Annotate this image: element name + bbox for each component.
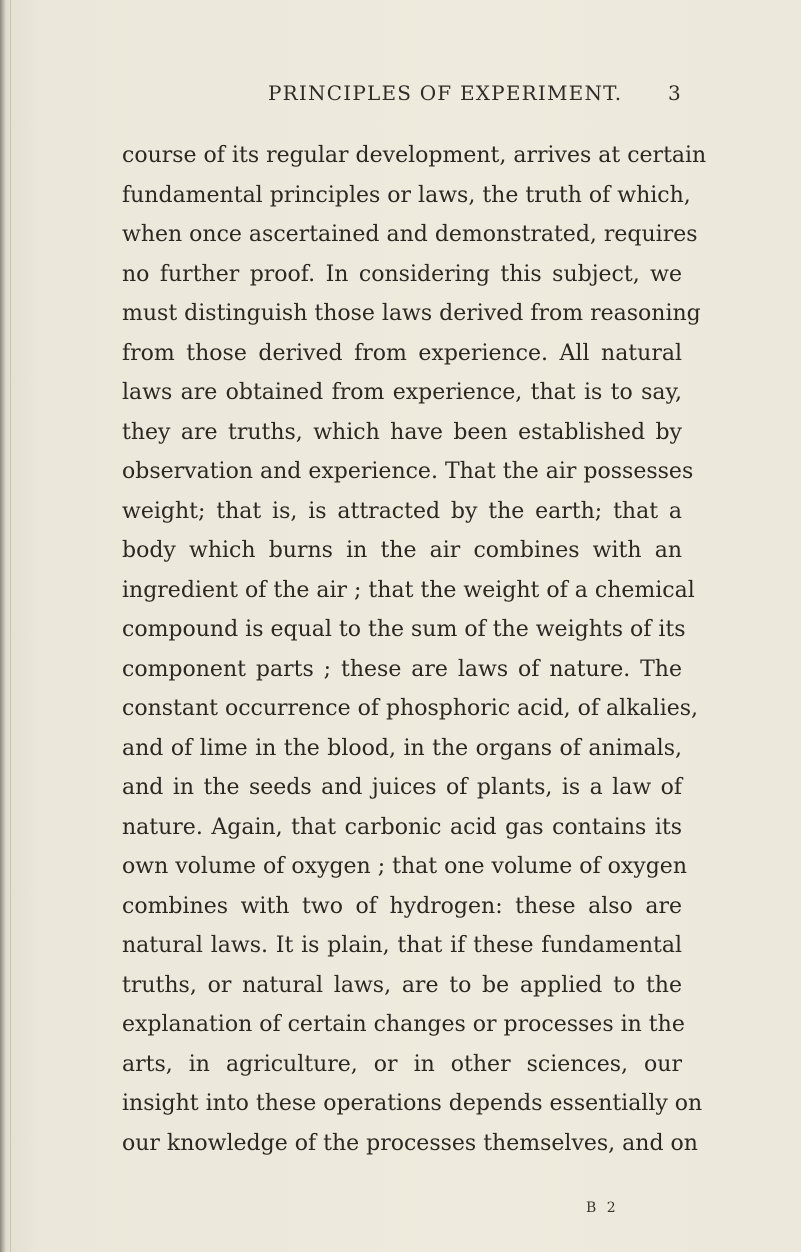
text-line: truths, or natural laws, are to be applied to the [122, 972, 682, 998]
binding-edge [0, 0, 6, 1252]
binding-crease [10, 0, 11, 1252]
text-line: fundamental principles or laws, the truth of which, [122, 182, 691, 208]
text-line: laws are obtained from experience, that is to say, [122, 380, 682, 405]
text-line: constant occurrence of phosphoric acid, of alkalies, [122, 696, 699, 721]
text-line: natural laws. It is plain, that if these fundamental [122, 933, 682, 958]
text-line: arts, in agriculture, or in other sciences, our [122, 1051, 682, 1077]
text-line: component parts ; these are laws of nature. The [122, 656, 682, 682]
text-line: nature. Again, that carbonic acid gas contains its [122, 814, 682, 840]
text-line: they are truths, which have been established by [122, 419, 682, 445]
text-line: our knowledge of the processes themselves, and on [122, 1130, 698, 1156]
text-line: body which burns in the air combines with an [122, 538, 682, 563]
text-line: course of its regular development, arrives at certain [122, 143, 707, 168]
text-line: insight into these operations depends essentially on [122, 1091, 703, 1116]
text-line: from those derived from experience. All natural [122, 340, 682, 366]
running-title: PRINCIPLES OF EXPERIMENT. [268, 81, 623, 105]
text-line: must distinguish those laws derived from reasoning [122, 301, 701, 326]
text-line: weight; that is, is attracted by the earth; that a [122, 498, 682, 524]
signature-mark: B 2 [586, 1200, 619, 1216]
body-text [122, 136, 707, 1163]
text-line: no further proof. In considering this subject, we [122, 261, 682, 287]
text-line: explanation of certain changes or processes in the [122, 1012, 685, 1037]
text-line: observation and experience. That the air possesses [122, 459, 694, 484]
text-line: and in the seeds and juices of plants, is a law of [122, 775, 682, 800]
text-line: when once ascertained and demonstrated, requires [122, 222, 698, 247]
page-header [0, 81, 801, 111]
text-line: combines with two of hydrogen: these also are [122, 893, 682, 919]
text-line: compound is equal to the sum of the weights of its [122, 617, 686, 642]
text-line: own volume of oxygen ; that one volume of oxygen [122, 854, 687, 879]
page-number: 3 [668, 81, 681, 105]
text-line: ingredient of the air ; that the weight of a chemical [122, 577, 695, 603]
text-line: and of lime in the blood, in the organs of animals, [122, 735, 682, 761]
